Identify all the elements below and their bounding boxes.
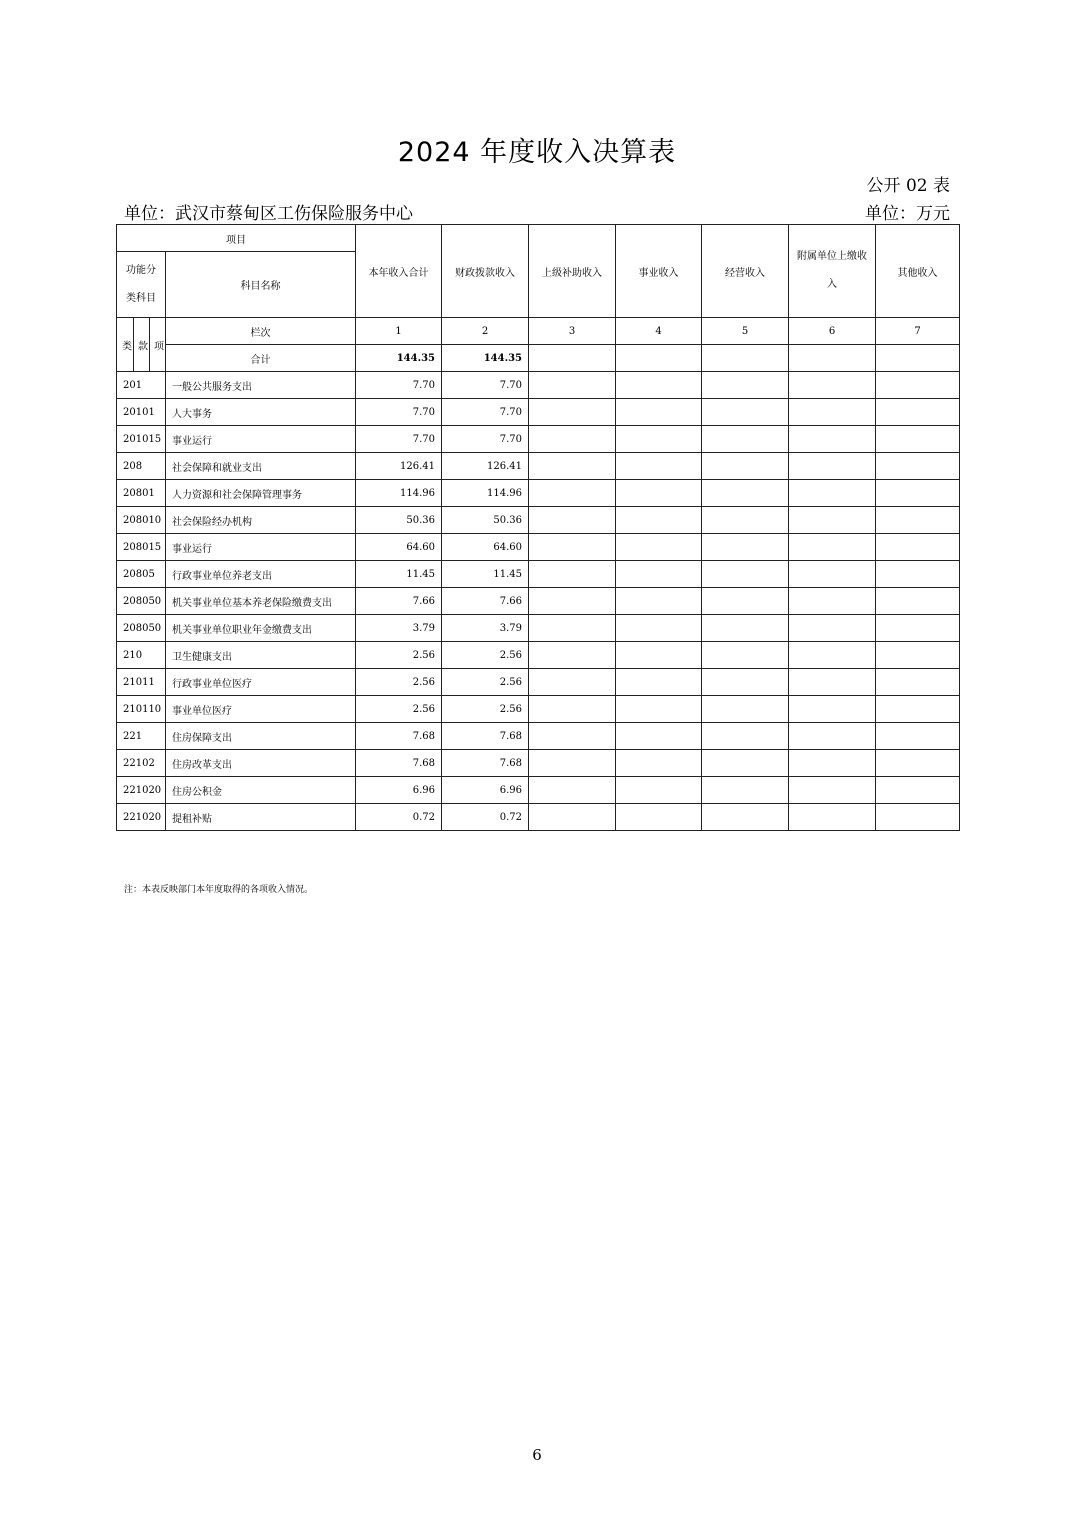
page-title: 2024 年度收入决算表: [397, 137, 677, 168]
row-empty-cell: [529, 453, 616, 480]
row-empty-cell: [616, 750, 702, 777]
row-fiscal-income: 11.45: [442, 561, 529, 588]
total-empty-cell: [789, 345, 876, 372]
row-code: 22102: [117, 750, 166, 777]
total-empty-cell: [529, 345, 616, 372]
row-empty-cell: [616, 777, 702, 804]
row-empty-cell: [876, 615, 960, 642]
table-row: [117, 588, 960, 615]
row-empty-cell: [529, 426, 616, 453]
col-num-2: 2: [442, 318, 529, 345]
row-empty-cell: [876, 534, 960, 561]
header-col-2: 财政拨款收入: [442, 225, 529, 318]
row-subject-name: 社会保障和就业支出: [166, 453, 356, 480]
row-code: 21011: [117, 669, 166, 696]
row-empty-cell: [529, 480, 616, 507]
row-empty-cell: [616, 561, 702, 588]
header-lei: 类: [122, 341, 132, 352]
header-xiang: 项: [154, 341, 164, 352]
row-empty-cell: [876, 696, 960, 723]
row-empty-cell: [702, 642, 789, 669]
row-empty-cell: [616, 804, 702, 831]
table-row: [117, 534, 960, 561]
row-fiscal-income: 6.96: [442, 777, 529, 804]
row-total-income: 11.45: [356, 561, 442, 588]
row-empty-cell: [789, 615, 876, 642]
row-subject-name: 人力资源和社会保障管理事务: [166, 480, 356, 507]
row-total-income: 50.36: [356, 507, 442, 534]
row-empty-cell: [789, 507, 876, 534]
row-empty-cell: [789, 642, 876, 669]
total-value-2: 144.35: [442, 345, 529, 372]
col-num-1: 1: [356, 318, 442, 345]
row-fiscal-income: 7.70: [442, 399, 529, 426]
row-empty-cell: [789, 777, 876, 804]
row-subject-name: 行政事业单位医疗: [166, 669, 356, 696]
row-empty-cell: [616, 507, 702, 534]
row-empty-cell: [876, 588, 960, 615]
table-row: [117, 372, 960, 399]
row-empty-cell: [529, 777, 616, 804]
table-row: [117, 615, 960, 642]
row-empty-cell: [876, 642, 960, 669]
row-empty-cell: [702, 372, 789, 399]
row-subject-name: 住房保障支出: [166, 723, 356, 750]
row-empty-cell: [529, 804, 616, 831]
row-total-income: 7.70: [356, 426, 442, 453]
row-subject-name: 提租补贴: [166, 804, 356, 831]
table-row: [117, 453, 960, 480]
header-lei-kuan-xiang: [117, 318, 166, 372]
row-fiscal-income: 3.79: [442, 615, 529, 642]
row-fiscal-income: 2.56: [442, 642, 529, 669]
unit-currency: 单位：万元: [865, 204, 950, 224]
row-empty-cell: [876, 723, 960, 750]
col-num-4: 4: [616, 318, 702, 345]
income-table: [116, 224, 960, 831]
row-empty-cell: [616, 399, 702, 426]
row-subject-name: 人大事务: [166, 399, 356, 426]
row-total-income: 2.56: [356, 669, 442, 696]
row-empty-cell: [876, 804, 960, 831]
header-col-6: 附属单位上缴收入: [789, 225, 876, 318]
table-row: [117, 561, 960, 588]
row-empty-cell: [616, 372, 702, 399]
row-fiscal-income: 50.36: [442, 507, 529, 534]
col-num-5: 5: [702, 318, 789, 345]
row-empty-cell: [702, 561, 789, 588]
row-code: 208010: [117, 507, 166, 534]
row-fiscal-income: 7.68: [442, 750, 529, 777]
row-empty-cell: [616, 534, 702, 561]
header-col-1: 本年收入合计: [356, 225, 442, 318]
header-subject-name: 科目名称: [166, 252, 356, 318]
row-code: 208: [117, 453, 166, 480]
row-empty-cell: [702, 669, 789, 696]
row-code: 20805: [117, 561, 166, 588]
row-empty-cell: [529, 615, 616, 642]
row-empty-cell: [789, 669, 876, 696]
row-empty-cell: [616, 453, 702, 480]
table-row: [117, 804, 960, 831]
row-empty-cell: [876, 750, 960, 777]
row-total-income: 7.70: [356, 372, 442, 399]
row-empty-cell: [876, 669, 960, 696]
row-empty-cell: [529, 372, 616, 399]
row-empty-cell: [789, 750, 876, 777]
page-number: 6: [532, 1446, 542, 1464]
row-empty-cell: [616, 588, 702, 615]
table-row: [117, 696, 960, 723]
row-fiscal-income: 126.41: [442, 453, 529, 480]
row-empty-cell: [876, 507, 960, 534]
row-empty-cell: [529, 723, 616, 750]
total-label: 合计: [166, 345, 356, 372]
row-code: 210: [117, 642, 166, 669]
row-subject-name: 事业单位医疗: [166, 696, 356, 723]
row-empty-cell: [876, 561, 960, 588]
row-empty-cell: [702, 777, 789, 804]
row-empty-cell: [789, 372, 876, 399]
row-empty-cell: [789, 723, 876, 750]
row-code: 208050: [117, 615, 166, 642]
header-col-4: 事业收入: [616, 225, 702, 318]
row-total-income: 6.96: [356, 777, 442, 804]
row-total-income: 0.72: [356, 804, 442, 831]
row-fiscal-income: 7.66: [442, 588, 529, 615]
row-total-income: 7.68: [356, 723, 442, 750]
row-code: 208050: [117, 588, 166, 615]
row-fiscal-income: 2.56: [442, 669, 529, 696]
row-empty-cell: [702, 804, 789, 831]
row-code: 221: [117, 723, 166, 750]
row-empty-cell: [616, 426, 702, 453]
row-empty-cell: [529, 750, 616, 777]
row-empty-cell: [702, 507, 789, 534]
total-value-1: 144.35: [356, 345, 442, 372]
row-subject-name: 事业运行: [166, 426, 356, 453]
table-row: [117, 399, 960, 426]
table-row: [117, 480, 960, 507]
row-empty-cell: [789, 534, 876, 561]
row-code: 210110: [117, 696, 166, 723]
table-row: [117, 669, 960, 696]
row-empty-cell: [529, 534, 616, 561]
row-empty-cell: [789, 588, 876, 615]
row-total-income: 7.68: [356, 750, 442, 777]
row-empty-cell: [702, 615, 789, 642]
row-empty-cell: [789, 399, 876, 426]
row-empty-cell: [616, 480, 702, 507]
table-note: 注：本表反映部门本年度取得的各项收入情况。: [124, 885, 314, 895]
row-empty-cell: [529, 696, 616, 723]
form-number: 公开 02 表: [866, 176, 950, 196]
row-subject-name: 住房改革支出: [166, 750, 356, 777]
row-total-income: 64.60: [356, 534, 442, 561]
row-total-income: 2.56: [356, 642, 442, 669]
row-total-income: 7.66: [356, 588, 442, 615]
table-row: [117, 777, 960, 804]
row-subject-name: 机关事业单位基本养老保险缴费支出: [166, 588, 356, 615]
col-num-3: 3: [529, 318, 616, 345]
table-row: [117, 723, 960, 750]
row-fiscal-income: 0.72: [442, 804, 529, 831]
row-subject-name: 社会保险经办机构: [166, 507, 356, 534]
row-empty-cell: [702, 588, 789, 615]
row-empty-cell: [702, 534, 789, 561]
row-empty-cell: [616, 696, 702, 723]
row-empty-cell: [789, 480, 876, 507]
col-num-6: 6: [789, 318, 876, 345]
row-empty-cell: [876, 480, 960, 507]
header-col-3: 上级补助收入: [529, 225, 616, 318]
row-fiscal-income: 7.70: [442, 426, 529, 453]
row-empty-cell: [529, 507, 616, 534]
table-row: [117, 642, 960, 669]
row-empty-cell: [702, 426, 789, 453]
row-empty-cell: [616, 723, 702, 750]
row-empty-cell: [529, 669, 616, 696]
header-lanci: 栏次: [166, 318, 356, 345]
row-fiscal-income: 114.96: [442, 480, 529, 507]
row-empty-cell: [789, 453, 876, 480]
row-subject-name: 住房公积金: [166, 777, 356, 804]
table-row: [117, 750, 960, 777]
row-empty-cell: [616, 615, 702, 642]
row-empty-cell: [529, 588, 616, 615]
row-code: 221020: [117, 804, 166, 831]
row-empty-cell: [702, 480, 789, 507]
col-num-7: 7: [876, 318, 960, 345]
row-empty-cell: [789, 804, 876, 831]
table-row: [117, 507, 960, 534]
row-subject-name: 行政事业单位养老支出: [166, 561, 356, 588]
row-empty-cell: [529, 399, 616, 426]
row-total-income: 126.41: [356, 453, 442, 480]
row-subject-name: 一般公共服务支出: [166, 372, 356, 399]
row-empty-cell: [702, 723, 789, 750]
row-empty-cell: [616, 642, 702, 669]
row-fiscal-income: 7.70: [442, 372, 529, 399]
row-empty-cell: [529, 561, 616, 588]
row-empty-cell: [702, 399, 789, 426]
row-empty-cell: [702, 750, 789, 777]
row-empty-cell: [789, 696, 876, 723]
unit-organization: 单位：武汉市蔡甸区工伤保险服务中心: [124, 204, 413, 224]
header-project: 项目: [117, 225, 356, 252]
row-empty-cell: [616, 669, 702, 696]
row-empty-cell: [876, 399, 960, 426]
row-total-income: 2.56: [356, 696, 442, 723]
row-empty-cell: [702, 453, 789, 480]
row-empty-cell: [876, 453, 960, 480]
row-code: 201: [117, 372, 166, 399]
row-empty-cell: [876, 372, 960, 399]
row-empty-cell: [529, 642, 616, 669]
row-code: 201015: [117, 426, 166, 453]
row-fiscal-income: 64.60: [442, 534, 529, 561]
header-func-class: 功能分类科目: [117, 252, 166, 318]
row-total-income: 7.70: [356, 399, 442, 426]
row-empty-cell: [876, 777, 960, 804]
row-code: 208015: [117, 534, 166, 561]
total-empty-cell: [876, 345, 960, 372]
row-subject-name: 卫生健康支出: [166, 642, 356, 669]
row-empty-cell: [876, 426, 960, 453]
row-subject-name: 事业运行: [166, 534, 356, 561]
header-kuan: 款: [138, 341, 148, 352]
row-fiscal-income: 7.68: [442, 723, 529, 750]
table-row: [117, 426, 960, 453]
row-empty-cell: [702, 696, 789, 723]
total-empty-cell: [702, 345, 789, 372]
row-code: 20801: [117, 480, 166, 507]
row-total-income: 114.96: [356, 480, 442, 507]
row-subject-name: 机关事业单位职业年金缴费支出: [166, 615, 356, 642]
row-empty-cell: [789, 561, 876, 588]
row-empty-cell: [789, 426, 876, 453]
row-total-income: 3.79: [356, 615, 442, 642]
row-fiscal-income: 2.56: [442, 696, 529, 723]
row-code: 20101: [117, 399, 166, 426]
header-col-5: 经营收入: [702, 225, 789, 318]
total-empty-cell: [616, 345, 702, 372]
row-code: 221020: [117, 777, 166, 804]
header-col-7: 其他收入: [876, 225, 960, 318]
